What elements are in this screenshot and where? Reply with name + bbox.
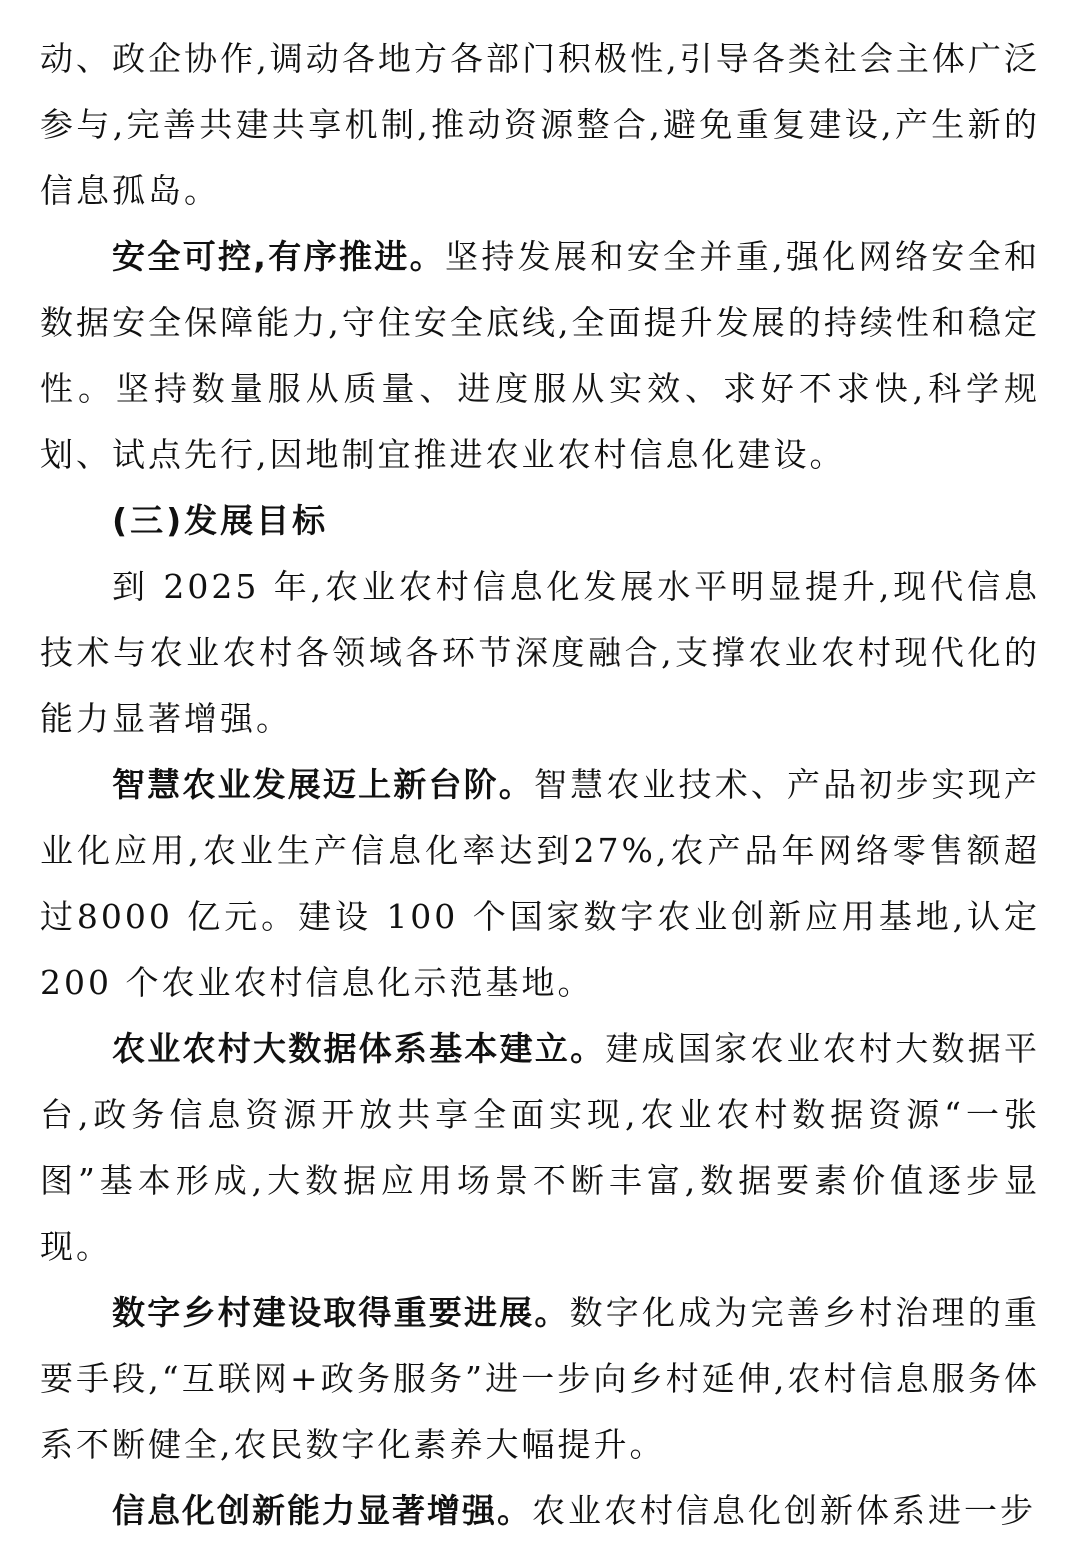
paragraph-lead: 安全可控,有序推进。 — [112, 237, 445, 276]
paragraph-continuation — [40, 26, 1040, 224]
paragraph-lead: 数字乡村建设取得重要进展。 — [112, 1293, 570, 1332]
paragraph-text: 建成国家农业农村大数据平台,政务信息资源开放共享全面实现,农业农村数据资源“一张图”基本形成,大数据应用场景不断丰富,数据要素价值逐步显现。 — [40, 1029, 1041, 1266]
paragraph-lead: 农业农村大数据体系基本建立。 — [112, 1029, 606, 1068]
section-heading-text: (三)发展目标 — [112, 501, 329, 540]
paragraph-text: 智慧农业技术、产品初步实现产业化应用,农业生产信息化率达到27%,农产品年网络零售额超过8000 亿元。建设 100 个国家数字农业创新应用基地,认定 200 个农业农村信息化示范基地。 — [40, 765, 1041, 1002]
paragraph-lead: 智慧农业发展迈上新台阶。 — [112, 765, 534, 804]
paragraph-big-data — [40, 1016, 1040, 1280]
paragraph-text: 数字化成为完善乡村治理的重要手段,“互联网+政务服务”进一步向乡村延伸,农村信息服务体系不断健全,农民数字化素养大幅提升。 — [40, 1293, 1041, 1464]
paragraph-digital-village — [40, 1280, 1040, 1478]
paragraph-text: 动、政企协作,调动各地方各部门积极性,引导各类社会主体广泛参与,完善共建共享机制,推动资源整合,避免重复建设,产生新的信息孤岛。 — [40, 39, 1040, 210]
section-heading — [40, 488, 1040, 554]
document-page — [40, 26, 1040, 1544]
paragraph-text: 坚持发展和安全并重,强化网络安全和数据安全保障能力,守住安全底线,全面提升发展的持续性和稳定性。坚持数量服从质量、进度服从实效、求好不求快,科学规划、试点先行,因地制宜推进农业农村信息化建设。 — [40, 237, 1040, 474]
paragraph-text: 农业农村信息化创新体系进一步 — [532, 1491, 1036, 1530]
paragraph-text: 到 2025 年,农业农村信息化发展水平明显提升,现代信息技术与农业农村各领域各环节深度融合,支撑农业农村现代化的能力显著增强。 — [40, 567, 1040, 738]
paragraph-lead: 信息化创新能力显著增强。 — [112, 1491, 532, 1530]
paragraph-innovation — [40, 1478, 1040, 1544]
paragraph-smart-agriculture — [40, 752, 1040, 1016]
paragraph-security — [40, 224, 1040, 488]
paragraph-goal-overview — [40, 554, 1040, 752]
